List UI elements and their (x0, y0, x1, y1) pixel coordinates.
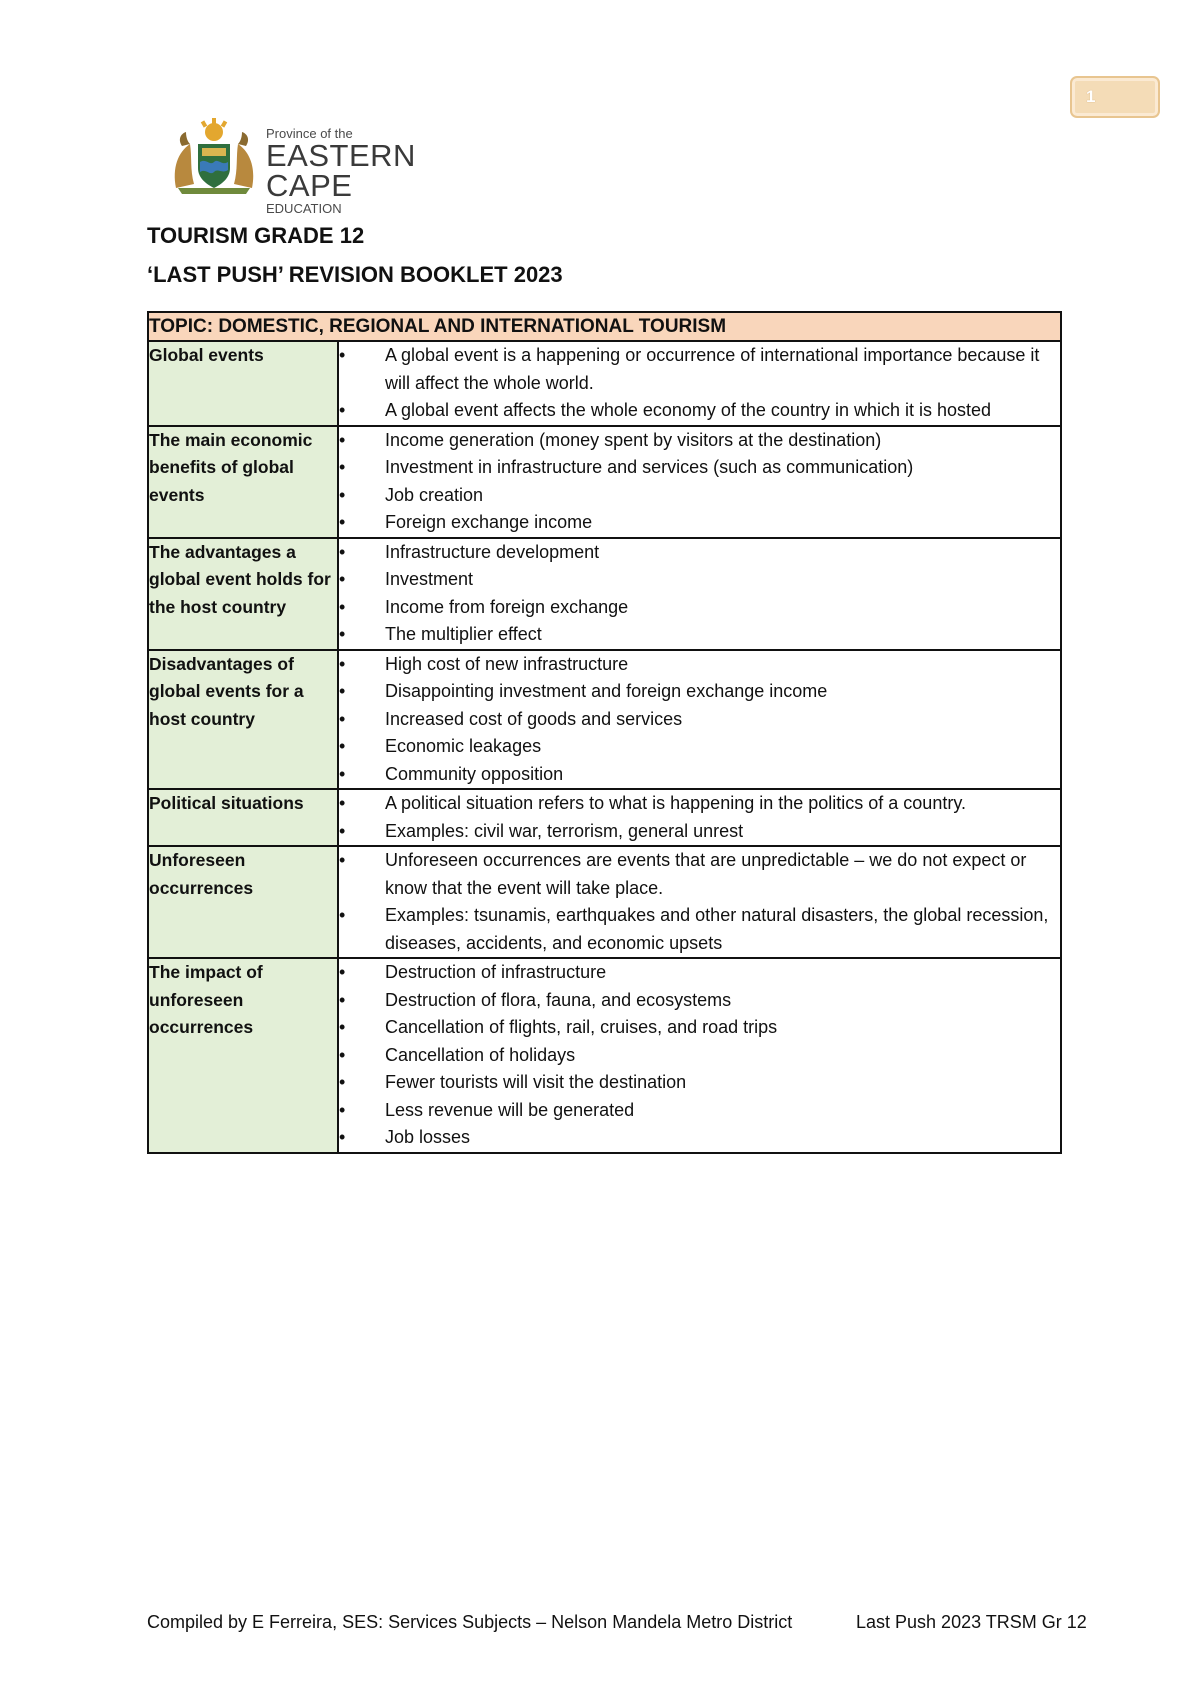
page-number: 1 (1086, 87, 1096, 106)
list-item: • High cost of new infrastructure (339, 651, 1060, 679)
logo-eastern-cape-text: EASTERN CAPE (266, 138, 416, 203)
revision-table (147, 311, 1062, 1154)
bullet-list (339, 539, 1060, 649)
list-item: • Job creation (339, 482, 1060, 510)
page-number-badge (1070, 76, 1160, 118)
bullet-list (339, 790, 1060, 845)
list-item: • Income generation (money spent by visitors at the destination) (339, 427, 1060, 455)
row-label: Global events (148, 341, 338, 426)
row-label: The impact of unforeseen occurrences (148, 958, 338, 1153)
logo-province-text: Province of the (266, 126, 353, 141)
bullet-list (339, 959, 1060, 1152)
table-row (148, 426, 1061, 538)
row-label: The main economic benefits of global events (148, 426, 338, 538)
row-label: Unforeseen occurrences (148, 846, 338, 958)
row-items (338, 341, 1061, 426)
footer-booklet-ref: Last Push 2023 TRSM Gr 12 (856, 1612, 1087, 1632)
row-label: Political situations (148, 789, 338, 846)
list-item: • Infrastructure development (339, 539, 1060, 567)
list-item: • Disappointing investment and foreign exchange income (339, 678, 1060, 706)
list-item: • Investment in infrastructure and services (such as communication) (339, 454, 1060, 482)
row-items (338, 538, 1061, 650)
table-topic-header: TOPIC: DOMESTIC, REGIONAL AND INTERNATIONAL TOURISM (148, 312, 1061, 341)
list-item: • Community opposition (339, 761, 1060, 789)
table-row (148, 341, 1061, 426)
table-row (148, 846, 1061, 958)
list-item: • Destruction of flora, fauna, and ecosystems (339, 987, 1060, 1015)
bullet-list (339, 342, 1060, 425)
list-item: • Less revenue will be generated (339, 1097, 1060, 1125)
logo-education-text: EDUCATION (266, 201, 342, 216)
row-label: The advantages a global event holds for the host country (148, 538, 338, 650)
document-subtitle: ‘LAST PUSH’ REVISION BOOKLET 2023 (147, 262, 563, 287)
list-item: • Increased cost of goods and services (339, 706, 1060, 734)
row-items (338, 426, 1061, 538)
list-item: • Examples: civil war, terrorism, general unrest (339, 818, 1060, 846)
list-item: • Foreign exchange income (339, 509, 1060, 537)
list-item: • A global event is a happening or occurrence of international importance because it will affect the whole world. (339, 342, 1060, 397)
list-item: • The multiplier effect (339, 621, 1060, 649)
bullet-list (339, 847, 1060, 957)
document-title: TOURISM GRADE 12 (147, 223, 365, 248)
list-item: • Cancellation of flights, rail, cruises, and road trips (339, 1014, 1060, 1042)
list-item: • Economic leakages (339, 733, 1060, 761)
bullet-list (339, 427, 1060, 537)
list-item: • Fewer tourists will visit the destination (339, 1069, 1060, 1097)
footer-compiled-by: Compiled by E Ferreira, SES: Services Subjects – Nelson Mandela Metro District (147, 1612, 793, 1632)
list-item: • Unforeseen occurrences are events that are unpredictable – we do not expect or know that the event will take place. (339, 847, 1060, 902)
row-items (338, 789, 1061, 846)
table-row (148, 958, 1061, 1153)
list-item: • Job losses (339, 1124, 1060, 1152)
table-row (148, 789, 1061, 846)
table-row (148, 650, 1061, 790)
list-item: • A political situation refers to what is happening in the politics of a country. (339, 790, 1060, 818)
coat-of-arms-icon (168, 118, 260, 196)
list-item: • Cancellation of holidays (339, 1042, 1060, 1070)
list-item: • A global event affects the whole economy of the country in which it is hosted (339, 397, 1060, 425)
row-items (338, 958, 1061, 1153)
bullet-list (339, 651, 1060, 789)
list-item: • Investment (339, 566, 1060, 594)
row-label: Disadvantages of global events for a host country (148, 650, 338, 790)
row-items (338, 846, 1061, 958)
table-row (148, 538, 1061, 650)
list-item: • Examples: tsunamis, earthquakes and other natural disasters, the global recession, diseases, accidents, and economic upsets (339, 902, 1060, 957)
list-item: • Income from foreign exchange (339, 594, 1060, 622)
list-item: • Destruction of infrastructure (339, 959, 1060, 987)
eastern-cape-education-logo (168, 118, 478, 216)
row-items (338, 650, 1061, 790)
